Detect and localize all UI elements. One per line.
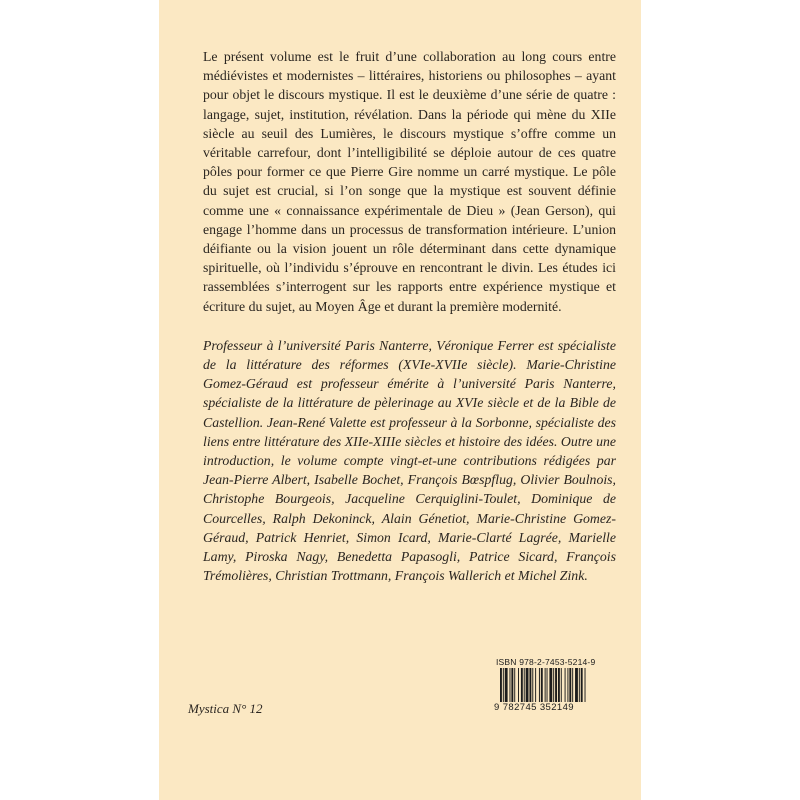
isbn-barcode — [494, 657, 614, 713]
back-cover — [159, 0, 641, 800]
barcode-digits: 9 782745 352149 — [494, 702, 574, 713]
isbn-label: ISBN 978-2-7453-5214-9 — [496, 657, 596, 667]
summary-paragraph: Le présent volume est le fruit d’une collaboration au long cours entre médiévistes et modernistes – littéraires, historiens ou philosophes – ayant pour objet le discours mystique. Il est le deuxième d’une série de quatre : langage, sujet, institution, révélation. Dans la période qui mène du XIIe siècle au seuil des Lumières, le discours mystique s’offre comme un véritable carrefour, dont l’intelligibilité se déploie autour de ces quatre pôles pour former ce que Pierre Gire nomme un carré mystique. Le pôle du sujet est crucial, si l’on songe que la mystique est souvent définie comme une « connaissance expérimentale de Dieu » (Jean Gerson), qui engage l’homme dans un processus de transformation intérieure. L’union déifiante ou la vision jouent un rôle déterminant dans cette dynamique spirituelle, où l’individu s’éprouve en rencontrant le divin. Les études ici rassemblées s’interrogent sur les rapports entre expérience mystique et écriture du sujet, au Moyen Âge et durant la première modernité. — [203, 49, 616, 314]
barcode-icon — [494, 668, 616, 706]
authors-paragraph: Professeur à l’université Paris Nanterre, Véronique Ferrer est spécialiste de la littérature des réformes (XVIe-XVIIe siècle). Marie-Christine Gomez-Géraud est professeur émérite à l’université Paris Nanterre, spécialiste de la littérature de pèlerinage au XVIe siècle et de la Bible de Castellion. Jean-René Valette est professeur à la Sorbonne, spécialiste des liens entre littérature des XIIe-XIIIe siècles et histoire des idées. Outre une introduction, le volume compte vingt-et-une contributions rédigées par Jean-Pierre Albert, Isabelle Bochet, François Bœspflug, Olivier Boulnois, Christophe Bourgeois, Jacqueline Cerquiglini-Toulet, Dominique de Courcelles, Ralph Dekoninck, Alain Génetiot, Marie-Christine Gomez-Géraud, Patrick Henriet, Simon Icard, Marie-Clarté Lagrée, Marielle Lamy, Piroska Nagy, Benedetta Papasogli, Patrice Sicard, François Trémolières, Christian Trottmann, François Wallerich et Michel Zink. — [203, 337, 616, 584]
text-block — [203, 47, 616, 605]
series-label: Mystica N° 12 — [188, 701, 263, 716]
